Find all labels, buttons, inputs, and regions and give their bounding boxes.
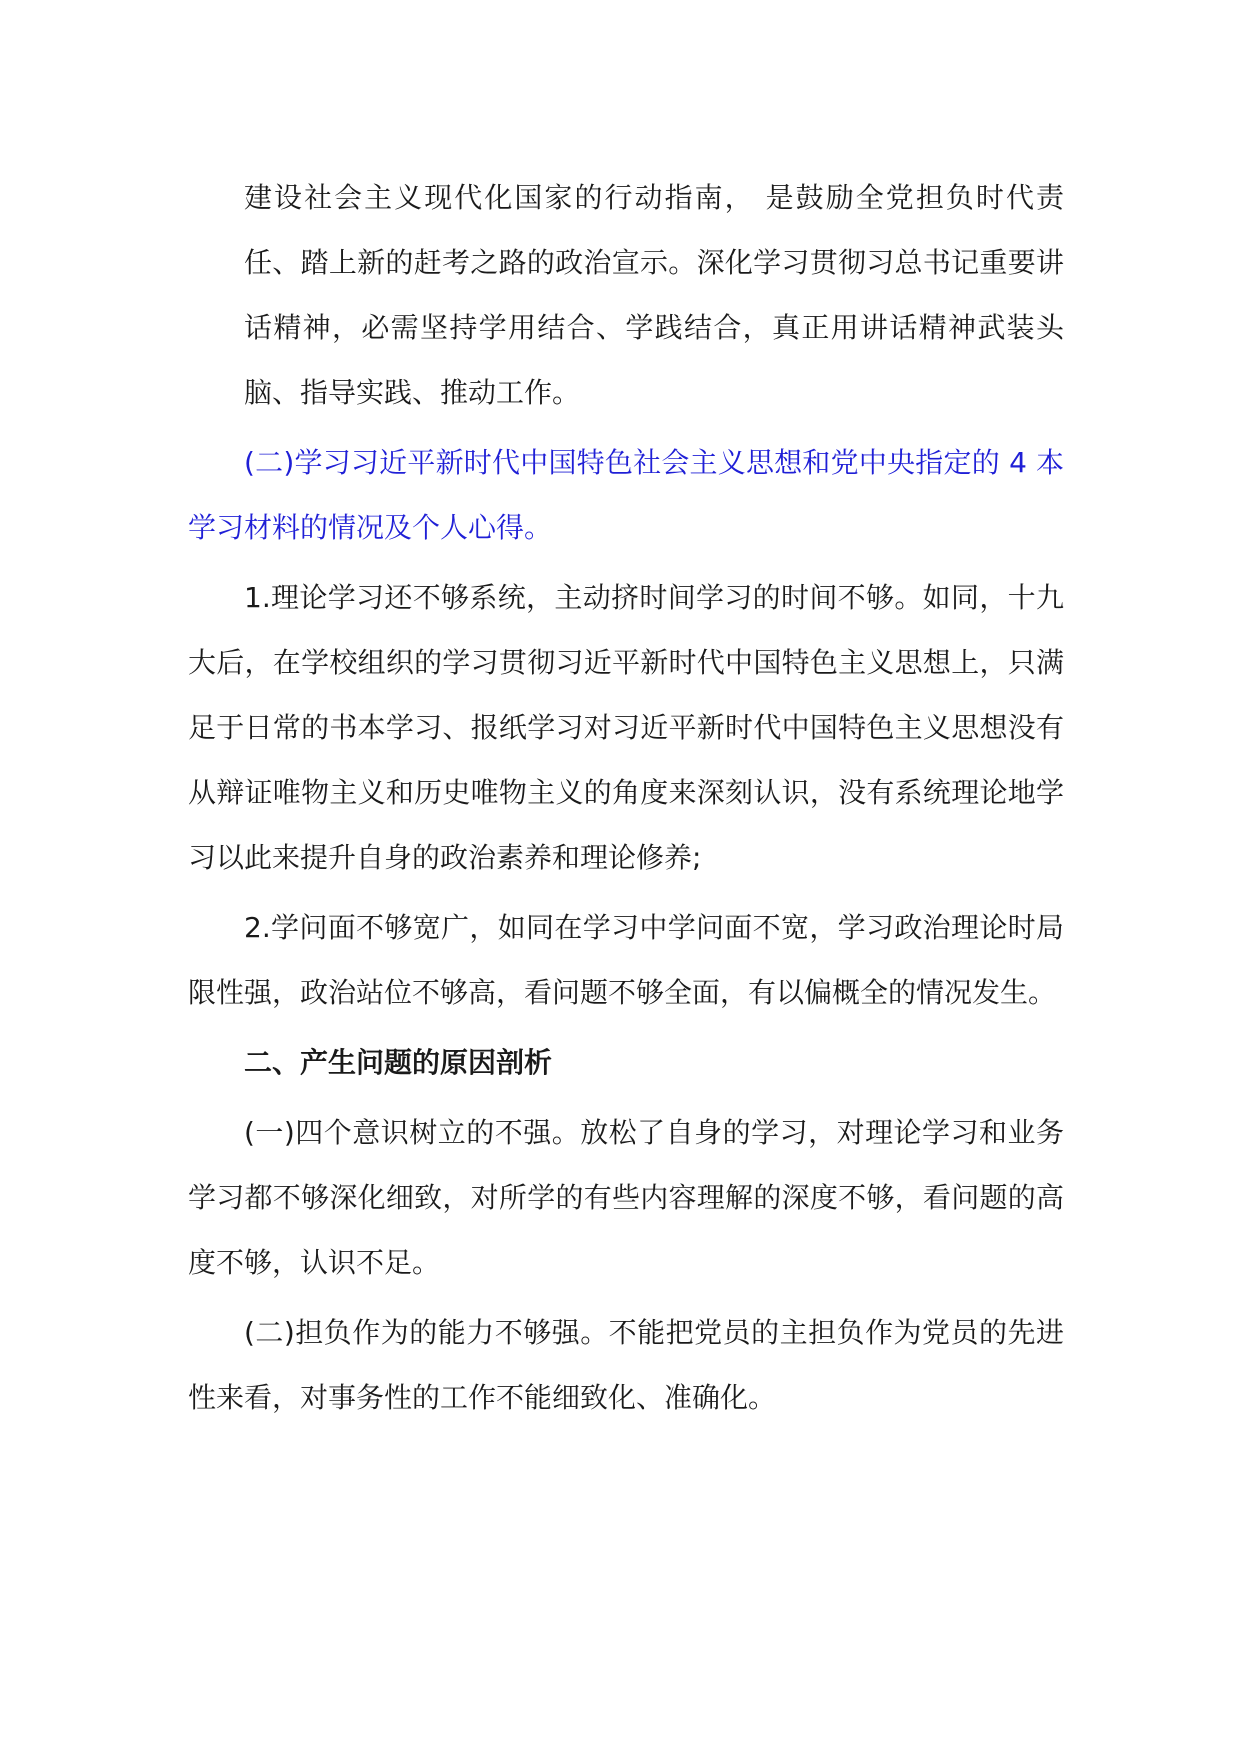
document-body [188, 165, 1064, 1435]
paragraph-continuation: 建设社会主义现代化国家的行动指南， 是鼓励全党担负时代责任、踏上新的赶考之路的政治宣示。深化学习贯彻习总书记重要讲话精神，必需坚持学用结合、学践结合，真正用讲话精神武装头脑、指导实践、推动工作。 [244, 181, 1064, 409]
paragraph-cause-1: (一)四个意识树立的不强。放松了自身的学习，对理论学习和业务学习都不够深化细致，对所学的有些内容理解的深度不够，看问题的高度不够，认识不足。 [188, 1116, 1064, 1279]
paragraph-item-2: 2.学问面不够宽广，如同在学习中学问面不宽，学习政治理论时局限性强，政治站位不够高，看问题不够全面，有以偏概全的情况发生。 [188, 911, 1064, 1009]
paragraph-item-1: 1.理论学习还不够系统，主动挤时间学习的时间不够。如同，十九大后，在学校组织的学习贯彻习近平新时代中国特色主义思想上，只满足于日常的书本学习、报纸学习对习近平新时代中国特色主义思想没有从辩证唯物主义和历史唯物主义的角度来深刻认识，没有系统理论地学习以此来提升自身的政治素养和理论修养; [188, 581, 1064, 874]
section-heading-cause-analysis: 二、产生问题的原因剖析 [244, 1046, 553, 1079]
subheading-study-materials: (二)学习习近平新时代中国特色社会主义思想和党中央指定的 4 本学习材料的情况及个人心得。 [188, 446, 1064, 544]
paragraph-cause-2: (二)担负作为的能力不够强。不能把党员的主担负作为党员的先进性来看，对事务性的工作不能细致化、准确化。 [188, 1316, 1064, 1414]
